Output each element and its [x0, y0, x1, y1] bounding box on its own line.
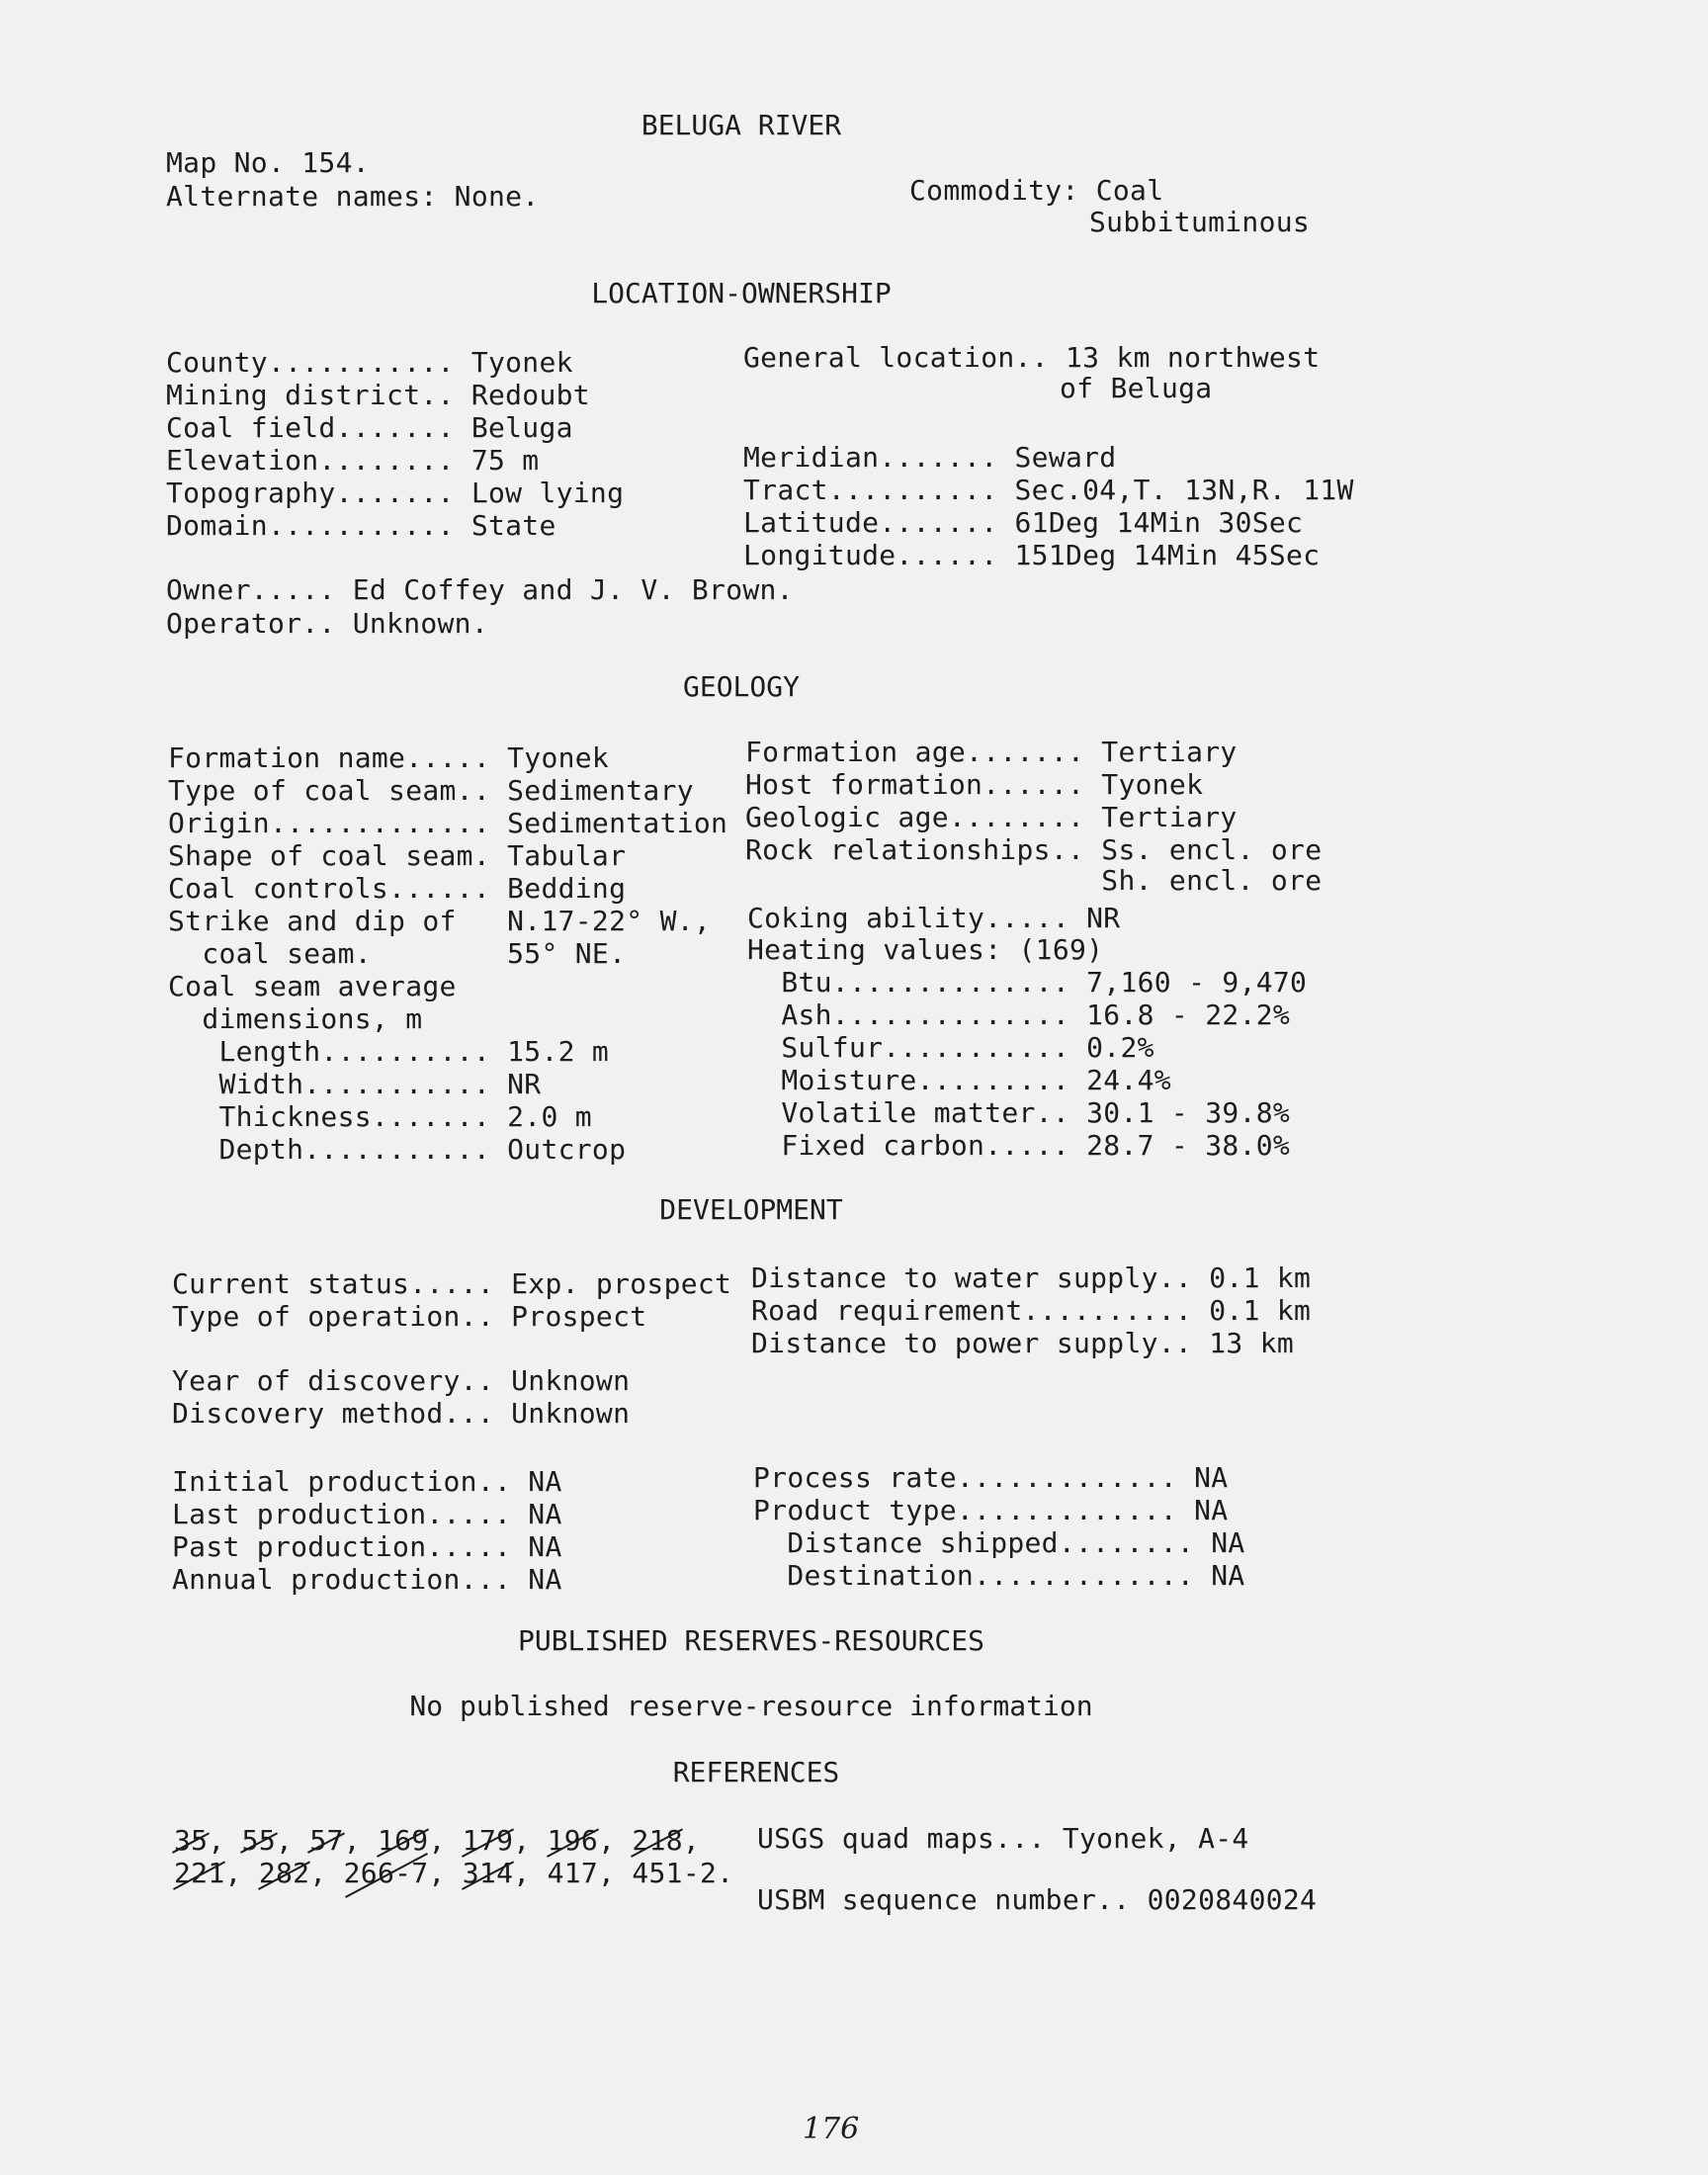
- map-number: Map No. 154.: [166, 146, 370, 179]
- development-field: Road requirement.......... 0.1 km: [751, 1294, 1312, 1327]
- struck-reference: 196: [547, 1824, 599, 1857]
- heating-value: Fixed carbon..... 28.7 - 38.0%: [747, 1129, 1291, 1162]
- struck-reference: 35: [174, 1824, 209, 1857]
- usbm-sequence-number: USBM sequence number.. 0020840024: [757, 1883, 1318, 1916]
- production-field: Last production..... NA: [172, 1498, 562, 1530]
- heating-value: Btu.............. 7,160 - 9,470: [747, 966, 1308, 999]
- handwritten-page-number: 176: [803, 2112, 860, 2146]
- reference-list-line2: 221, 282, 266-7, 314, 417, 451-2.: [174, 1857, 734, 1889]
- struck-reference: 169: [377, 1824, 429, 1857]
- alternate-names: Alternate names: None.: [166, 180, 540, 213]
- geology-field: Depth........... Outcrop: [168, 1133, 627, 1166]
- production-field: Past production..... NA: [172, 1530, 562, 1563]
- reserves-text: No published reserve-resource information: [409, 1690, 1093, 1722]
- geology-field: Strike and dip of N.17-22° W.,: [168, 905, 712, 937]
- geology-field: Type of coal seam.. Sedimentary: [168, 774, 694, 807]
- quad-maps: USGS quad maps... Tyonek, A-4: [757, 1822, 1249, 1855]
- geology-field: coal seam. 55° NE.: [168, 937, 627, 970]
- struck-reference: 282: [258, 1857, 310, 1889]
- development-field: Distance to water supply.. 0.1 km: [751, 1262, 1312, 1294]
- discovery-field: Year of discovery.. Unknown: [172, 1364, 631, 1397]
- geology-field: dimensions, m: [168, 1002, 423, 1035]
- struck-reference: 314: [462, 1857, 514, 1889]
- location-field: Elevation........ 75 m: [166, 444, 540, 477]
- production-field: Initial production.. NA: [172, 1465, 562, 1498]
- struck-reference: 218: [632, 1824, 683, 1857]
- reference-list-line1: 35, 55, 57, 169, 179, 196, 218,: [174, 1824, 701, 1857]
- section-heading-location: LOCATION-OWNERSHIP: [591, 277, 892, 309]
- geology-field: Coking ability..... NR: [747, 902, 1121, 934]
- location-field: Latitude....... 61Deg 14Min 30Sec: [743, 506, 1304, 539]
- development-field: Type of operation.. Prospect: [172, 1300, 647, 1333]
- process-field: Distance shipped........ NA: [753, 1526, 1245, 1559]
- location-field: Coal field....... Beluga: [166, 411, 573, 444]
- geology-field: Coal seam average: [168, 970, 457, 1002]
- location-field: Tract.......... Sec.04,T. 13N,R. 11W: [743, 474, 1354, 506]
- struck-reference: 221: [174, 1857, 225, 1889]
- section-heading-references: REFERENCES: [672, 1756, 840, 1788]
- heating-value: Ash.............. 16.8 - 22.2%: [747, 999, 1291, 1031]
- struck-reference: 57: [309, 1824, 344, 1857]
- geology-field: Heating values: (169): [747, 933, 1104, 966]
- page-title: BELUGA RIVER: [640, 109, 842, 141]
- discovery-field: Discovery method... Unknown: [172, 1397, 631, 1430]
- section-heading-development: DEVELOPMENT: [659, 1193, 843, 1226]
- geology-field: Rock relationships.. Ss. encl. ore: [745, 833, 1323, 866]
- heating-value: Moisture......... 24.4%: [747, 1064, 1171, 1096]
- reference-tail: 417, 451-2.: [547, 1857, 734, 1889]
- location-field: Topography....... Low lying: [166, 477, 625, 509]
- general-location-cont: of Beluga: [1060, 372, 1213, 404]
- process-field: Product type............. NA: [753, 1494, 1229, 1526]
- development-field: Distance to power supply.. 13 km: [751, 1327, 1295, 1359]
- commodity: Commodity: Coal: [909, 174, 1164, 207]
- heating-value: Volatile matter.. 30.1 - 39.8%: [747, 1096, 1291, 1129]
- process-field: Process rate............. NA: [753, 1461, 1229, 1494]
- production-field: Annual production... NA: [172, 1563, 562, 1596]
- geology-field: Thickness....... 2.0 m: [168, 1100, 592, 1133]
- geology-field: Shape of coal seam. Tabular: [168, 839, 627, 872]
- geology-field: Host formation...... Tyonek: [745, 768, 1204, 801]
- geology-field: Width........... NR: [168, 1068, 542, 1100]
- commodity-subtype: Subbituminous: [1089, 206, 1311, 238]
- geology-field: Geologic age........ Tertiary: [745, 801, 1238, 833]
- section-heading-geology: GEOLOGY: [682, 670, 800, 703]
- location-field: County........... Tyonek: [166, 346, 573, 379]
- heating-value: Sulfur........... 0.2%: [747, 1031, 1154, 1064]
- geology-field: Length.......... 15.2 m: [168, 1035, 610, 1068]
- section-heading-reserves: PUBLISHED RESERVES-RESOURCES: [517, 1624, 984, 1657]
- owner: Owner..... Ed Coffey and J. V. Brown.: [166, 573, 794, 606]
- geology-field: Coal controls...... Bedding: [168, 872, 627, 905]
- struck-reference: 55: [241, 1824, 276, 1857]
- struck-reference: 266-7: [343, 1857, 429, 1889]
- location-field: Longitude...... 151Deg 14Min 45Sec: [743, 539, 1321, 571]
- process-field: Destination............. NA: [753, 1559, 1245, 1592]
- geology-field: Formation name..... Tyonek: [168, 741, 610, 774]
- operator: Operator.. Unknown.: [166, 607, 488, 640]
- geology-field: Sh. encl. ore: [745, 864, 1323, 897]
- location-field: Mining district.. Redoubt: [166, 379, 590, 411]
- general-location: General location.. 13 km northwest: [743, 341, 1321, 374]
- location-field: Domain........... State: [166, 509, 556, 542]
- development-field: Current status..... Exp. prospect: [172, 1267, 732, 1300]
- location-field: Meridian....... Seward: [743, 441, 1117, 474]
- geology-field: Origin............. Sedimentation: [168, 807, 728, 839]
- geology-field: Formation age....... Tertiary: [745, 736, 1238, 768]
- struck-reference: 179: [462, 1824, 514, 1857]
